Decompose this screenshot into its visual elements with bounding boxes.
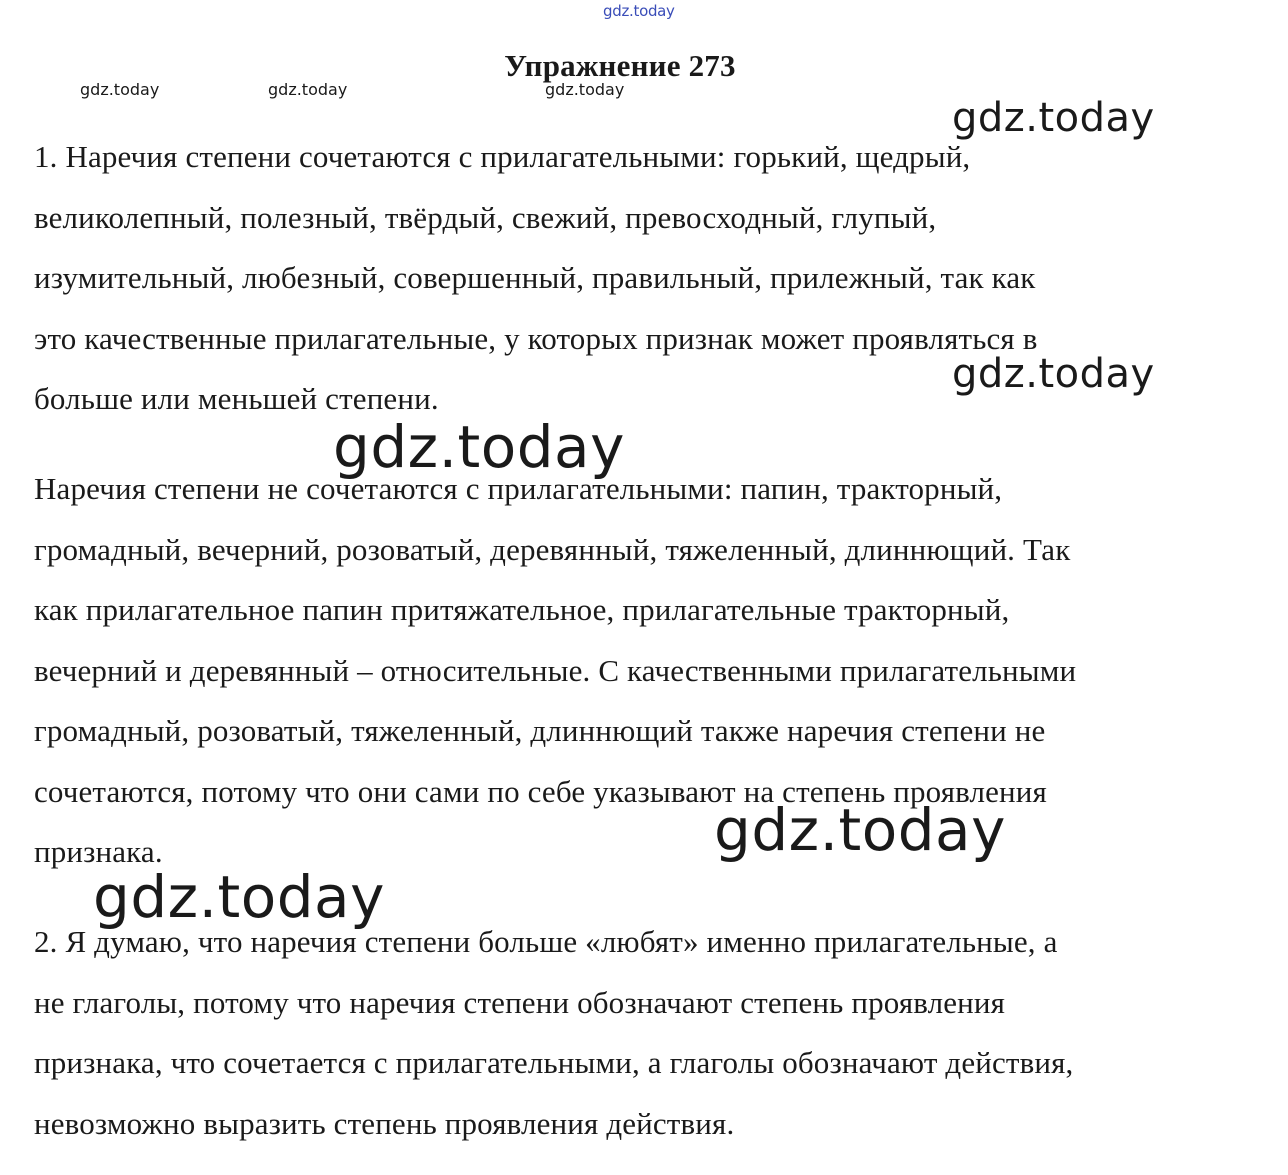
watermark-large: gdz.today	[93, 863, 385, 931]
watermark-small: gdz.today	[80, 80, 160, 99]
watermark-medium: gdz.today	[952, 95, 1155, 141]
text-line: признака, что сочетается с прилагательными, а глаголы обозначают действия,	[34, 1045, 1074, 1080]
answer-paragraph-2	[34, 459, 1249, 883]
exercise-title: Упражнение 273	[504, 48, 736, 83]
text-line: 2. Я думаю, что наречия степени больше «любят» именно прилагательные, а	[34, 924, 1058, 959]
watermark-small: gdz.today	[545, 80, 625, 99]
text-line: 1. Наречия степени сочетаются с прилагательными: горький, щедрый,	[34, 139, 971, 174]
text-line: Наречия степени не сочетаются с прилагательными: папин, тракторный,	[34, 471, 1003, 506]
watermark-large: gdz.today	[333, 413, 625, 481]
text-line: невозможно выразить степень проявления действия.	[34, 1105, 735, 1141]
text-line: не глаголы, потому что наречия степени обозначают степень проявления	[34, 984, 1006, 1020]
watermark-top-link[interactable]: gdz.today	[603, 2, 675, 20]
answer-paragraph-1	[34, 127, 1249, 430]
text-line: это качественные прилагательные, у которых признак может проявляться в	[34, 320, 1038, 356]
text-line: сочетаются, потому что они сами по себе указывают на степень проявления	[34, 773, 1047, 809]
text-line: громадный, розоватый, тяжеленный, длиннющий также наречия степени не	[34, 713, 1046, 748]
text-line: вечерний и деревянный – относительные. С качественными прилагательными	[34, 652, 1077, 688]
watermark-small: gdz.today	[268, 80, 348, 99]
text-line: как прилагательное папин притяжательное, прилагательные тракторный,	[34, 592, 1010, 627]
text-line: признака.	[34, 834, 163, 869]
answer-paragraph-3	[34, 912, 1249, 1154]
text-line: больше или меньшей степени.	[34, 381, 439, 416]
text-line: великолепный, полезный, твёрдый, свежий, превосходный, глупый,	[34, 199, 937, 235]
watermark-medium: gdz.today	[952, 351, 1155, 397]
watermark-large: gdz.today	[714, 796, 1006, 864]
text-line: громадный, вечерний, розоватый, деревянный, тяжеленный, длиннющий. Так	[34, 531, 1071, 567]
text-line: изумительный, любезный, совершенный, правильный, прилежный, так как	[34, 260, 1036, 295]
